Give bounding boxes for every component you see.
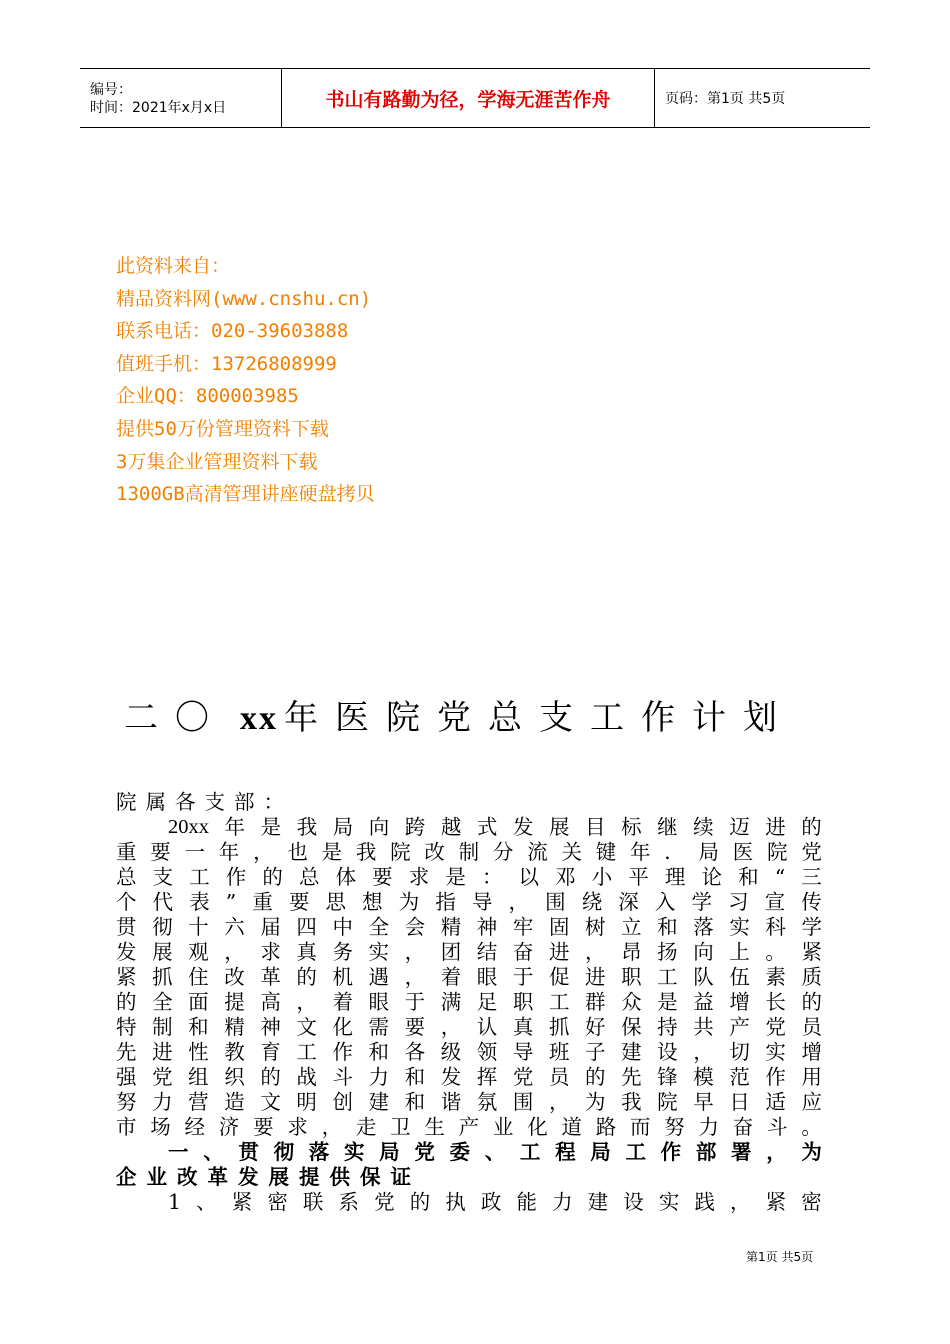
body-line: 紧 抓 住 改 革 的 机 遇 ， 着 眼 于 促 进 职 工 队 伍 素 质 [116,965,822,989]
title-suffix: 年医院党总支工作计划 [284,698,794,738]
header-page-number: 页码：第1页 共5页 [665,91,786,107]
page-header [80,68,870,128]
document-title [124,690,824,739]
document-time-label: 时间：2021年x月x日 [90,100,227,116]
source-line: 企业QQ：800003985 [116,385,299,408]
document-body [116,790,822,1215]
title-prefix: 二〇 [124,698,226,738]
body-line: 市 场 经 济 要 求 ， 走 卫 生 产 业 化 道 路 而 努 力 奋 斗 。 [116,1115,822,1139]
source-line: 3万集企业管理资料下载 [116,450,318,473]
body-line: 努 力 营 造 文 明 创 建 和 谐 氛 围 ， 为 我 院 早 日 适 应 [116,1090,822,1114]
body-line: 个 代 表 ” 重 要 思 想 为 指 导 ， 围 绕 深 入 学 习 宣 传 [116,890,822,914]
body-line: 重 要 一 年 ， 也 是 我 院 改 制 分 流 关 键 年 ． 局 医 院 党 [116,840,822,864]
body-line: 1 、 紧 密 联 系 党 的 执 政 能 力 建 设 实 践 ， 紧 密 [168,1190,822,1214]
body-line: 20xx 年 是 我 局 向 跨 越 式 发 展 目 标 继 续 迈 进 的 [168,815,822,839]
source-info-block [116,250,375,511]
title-year: xx [240,700,278,737]
page-footer: 第1页 共5页 [746,1250,814,1264]
body-line: 企业改革发展提供保证 [116,1165,421,1189]
body-line: 强 党 组 织 的 战 斗 力 和 发 挥 党 员 的 先 锋 模 范 作 用 [116,1065,822,1089]
body-line: 的 全 面 提 高 ， 着 眼 于 满 足 职 工 群 众 是 益 增 长 的 [116,990,822,1014]
source-line: 精品资料网(www.cnshu.cn) [116,287,372,310]
body-line: 贯 彻 十 六 届 四 中 全 会 精 神 牢 固 树 立 和 落 实 科 学 [116,915,822,939]
document-number-label: 编号： [90,82,132,98]
source-line: 1300GB高清管理讲座硬盘拷贝 [116,483,375,506]
source-line: 此资料来自： [116,255,231,277]
body-line: 一 、 贯 彻 落 实 局 党 委 、 工 程 局 工 作 部 署 ， 为 [168,1140,822,1164]
header-meta [80,69,281,127]
source-line: 提供50万份管理资料下载 [116,417,329,440]
body-line: 特 制 和 精 神 文 化 需 要 ， 认 真 抓 好 保 持 共 产 党 员 [116,1015,822,1039]
body-line: 发 展 观 ， 求 真 务 实 ， 团 结 奋 进 ， 昂 扬 向 上 。 紧 [116,940,822,964]
body-line: 先 进 性 教 育 工 作 和 各 级 领 导 班 子 建 设 ， 切 实 增 [116,1040,822,1064]
body-line: 总 支 工 作 的 总 体 要 求 是 ： 以 邓 小 平 理 论 和 “ 三 [116,865,822,889]
source-line: 值班手机：13726808999 [116,352,337,375]
body-line: 院属各支部： [116,790,293,814]
source-line: 联系电话：020-39603888 [116,320,349,343]
header-motto: 书山有路勤为径，学海无涯苦作舟 [281,69,655,127]
